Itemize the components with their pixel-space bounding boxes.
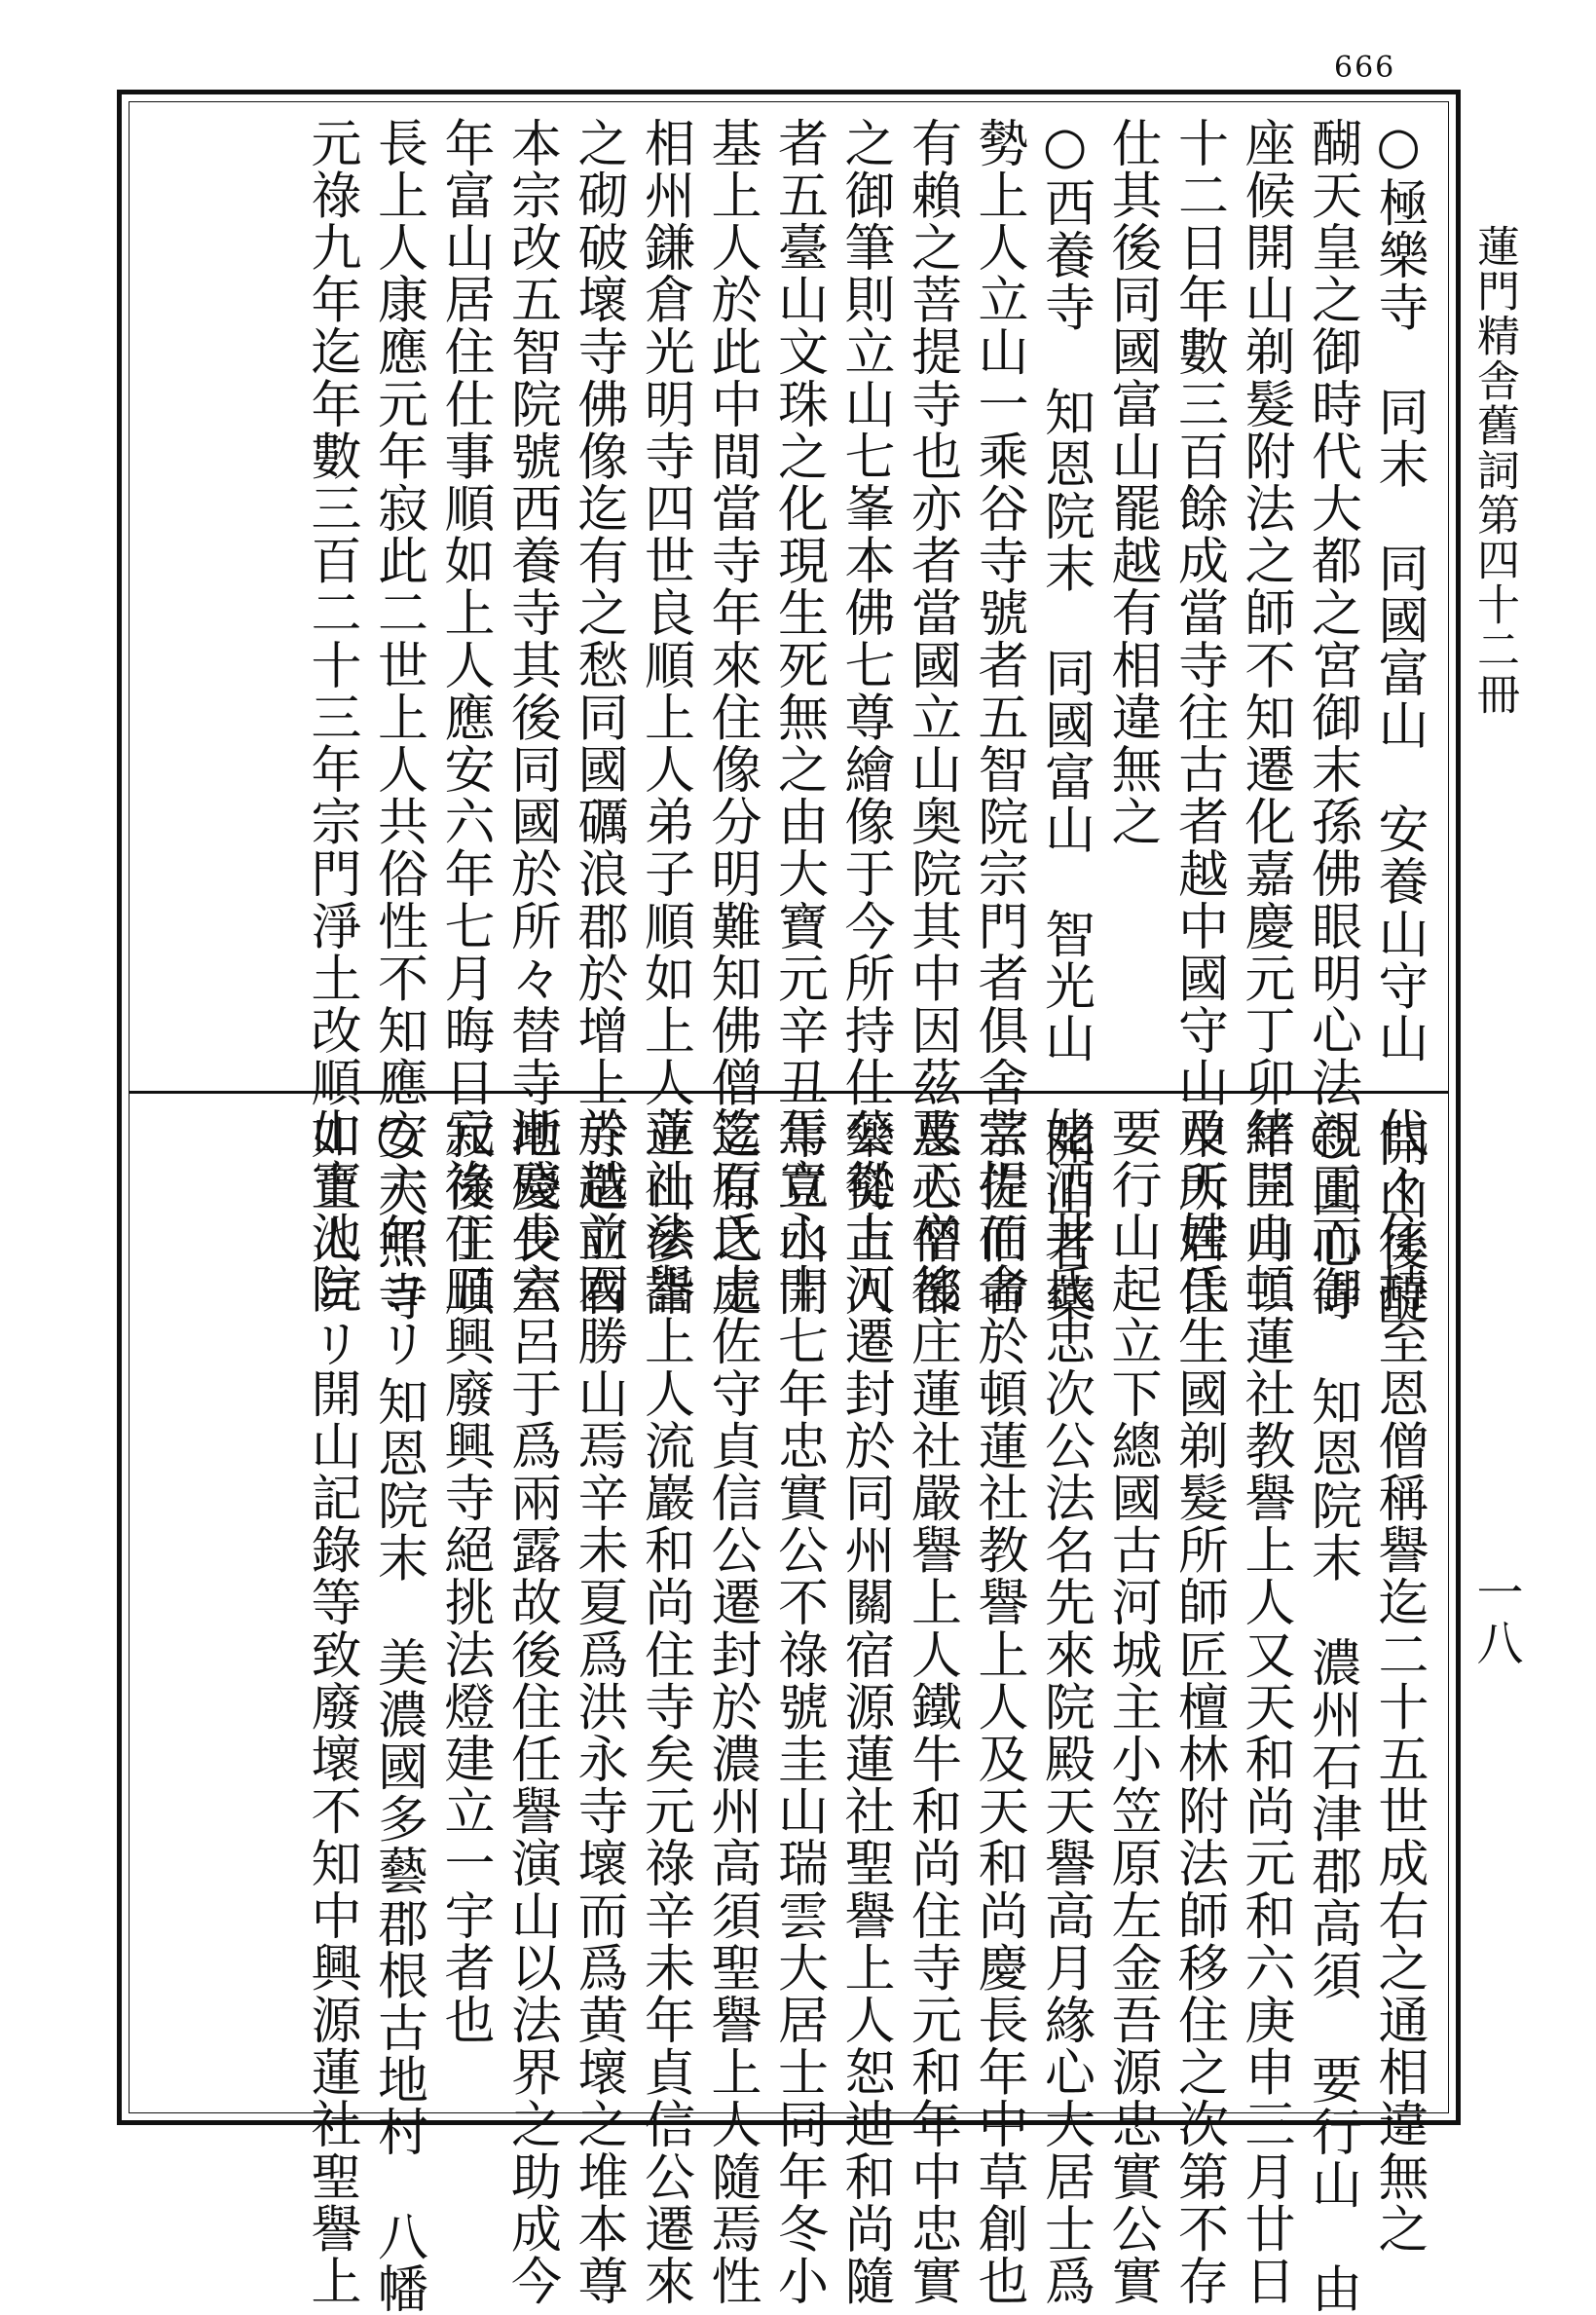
text-column: 及天卒後庄蓮社嚴譽上人鐵牛和尚住寺元和年中忠實	[902, 1106, 961, 2307]
text-column: 緒開山頓蓮社教譽上人又天和尚元和六庚申三月廿日	[1236, 1106, 1294, 2307]
text-column: 於越前國勝山焉辛未夏爲洪永寺壞而爲黄壞之堆本尊	[569, 1106, 627, 2307]
text-column: 漸殘少室呂于爲兩露故後住任譽演山以法界之助成今	[501, 1106, 561, 2307]
text-column: 相州鎌倉光明寺四世良順上人弟子順如上人立山參詣	[635, 117, 694, 1318]
folio-number: 一八	[1468, 1568, 1523, 1669]
text-column: 長上人康應元年寂此二世上人共俗性不知應安六年ヨリ	[368, 117, 427, 1370]
text-column: 本宗改五智院號西養寺其後同國於所々替寺地慶長六	[501, 117, 561, 1318]
text-column: 焉寬永十七年忠實公不祿號圭山瑞雲大居士同年冬小	[768, 1106, 828, 2307]
text-column: 元祿九年迄年數三百二十三年宗門淨土改順如上人ヨリ	[302, 117, 360, 1370]
text-column: 之砌破壞寺佛像迄有之愁同國礪浪郡於增上寺造立右	[569, 117, 627, 1318]
text-column: 者五臺山文珠之化現生死無之由大寶元辛丑年立山開	[768, 117, 828, 1318]
text-column: 菩提而命於頓蓮社教譽上人及天和尚慶長年中草創也	[969, 1106, 1027, 2307]
text-column: 年富山居住仕事順如上人應安六年七月晦日寂後住順	[435, 117, 494, 1318]
text-column: 代々住持至恩僧稱譽迄二十五世成右之通相違無之	[1369, 1106, 1428, 2256]
text-column: 及天姓氏生國剃髮所師匠檀林附法師移住之次第不存	[1169, 1106, 1228, 2307]
upper-text-block	[146, 117, 1431, 1370]
text-column: ○天照寺 知恩院末 美濃國多藝郡根古地村 八幡	[368, 1106, 427, 2315]
text-column: 醐天皇之御時代大都之宮御末孫佛眼明心法親王而御	[1302, 117, 1361, 1318]
text-column: 要行山起立下總國古河城主小笠原左金吾源忠實公實	[1102, 1106, 1161, 2307]
text-column: 仕其後同國富山罷越有相違無之	[1102, 117, 1161, 848]
text-column: ○圓心寺 知恩院末 濃州石津郡高須 要行山 由	[1302, 1106, 1361, 2315]
text-column: ○極樂寺 同末 同國富山 安養山守山 開山後醍	[1369, 117, 1428, 1326]
text-column: 基上人於此中間當寺年來住像分明難知佛僧迄有之處	[702, 117, 761, 1318]
text-column: ○西養寺 知恩院末 同國富山 智光山 開山者藥	[1035, 117, 1095, 1326]
text-column: 十二日年數三百餘成當寺往古者越中國守山申所居住	[1169, 117, 1228, 1318]
text-column: 蓮社法譽上人流巖和尚住寺矣元祿辛未年貞信公遷來	[635, 1106, 694, 2307]
text-column: 山寶池院 開山記錄等致廢壞不知中興源蓮社聖譽上	[302, 1106, 360, 2307]
page-number: 666	[1334, 51, 1396, 85]
text-column: 之御筆則立山七峯本佛七尊繪像于今所持仕藥勢上人	[835, 117, 894, 1318]
running-title: 蓮門精舎舊詞第四十二冊	[1469, 224, 1519, 717]
text-column: 姥酒井氏忠次公法名先來院殿天譽高月緣心大居士爲	[1035, 1106, 1095, 2307]
text-column: 座候開山剃髮附法之師不知遷化嘉慶元丁卯年三月二	[1236, 117, 1294, 1318]
text-column: 笠原氏土佐守貞信公遷封於濃州高須聖譽上人隨焉性	[702, 1106, 761, 2307]
text-column: 勢上人立山一乘谷寺號者五智院宗門者俱舍宗佐伯者	[969, 117, 1027, 1318]
text-column: 有賴之菩提寺也亦者當國立山奥院其中因茲惠心僧都	[902, 117, 961, 1318]
text-column: 元祿丁丑興廢興寺絕挑法燈建立一宇者也	[435, 1106, 494, 2046]
text-column: 公從古河遷封於同州關宿源蓮社聖譽上人恕迪和尚隨	[835, 1106, 894, 2307]
lower-text-block	[146, 1106, 1431, 2315]
